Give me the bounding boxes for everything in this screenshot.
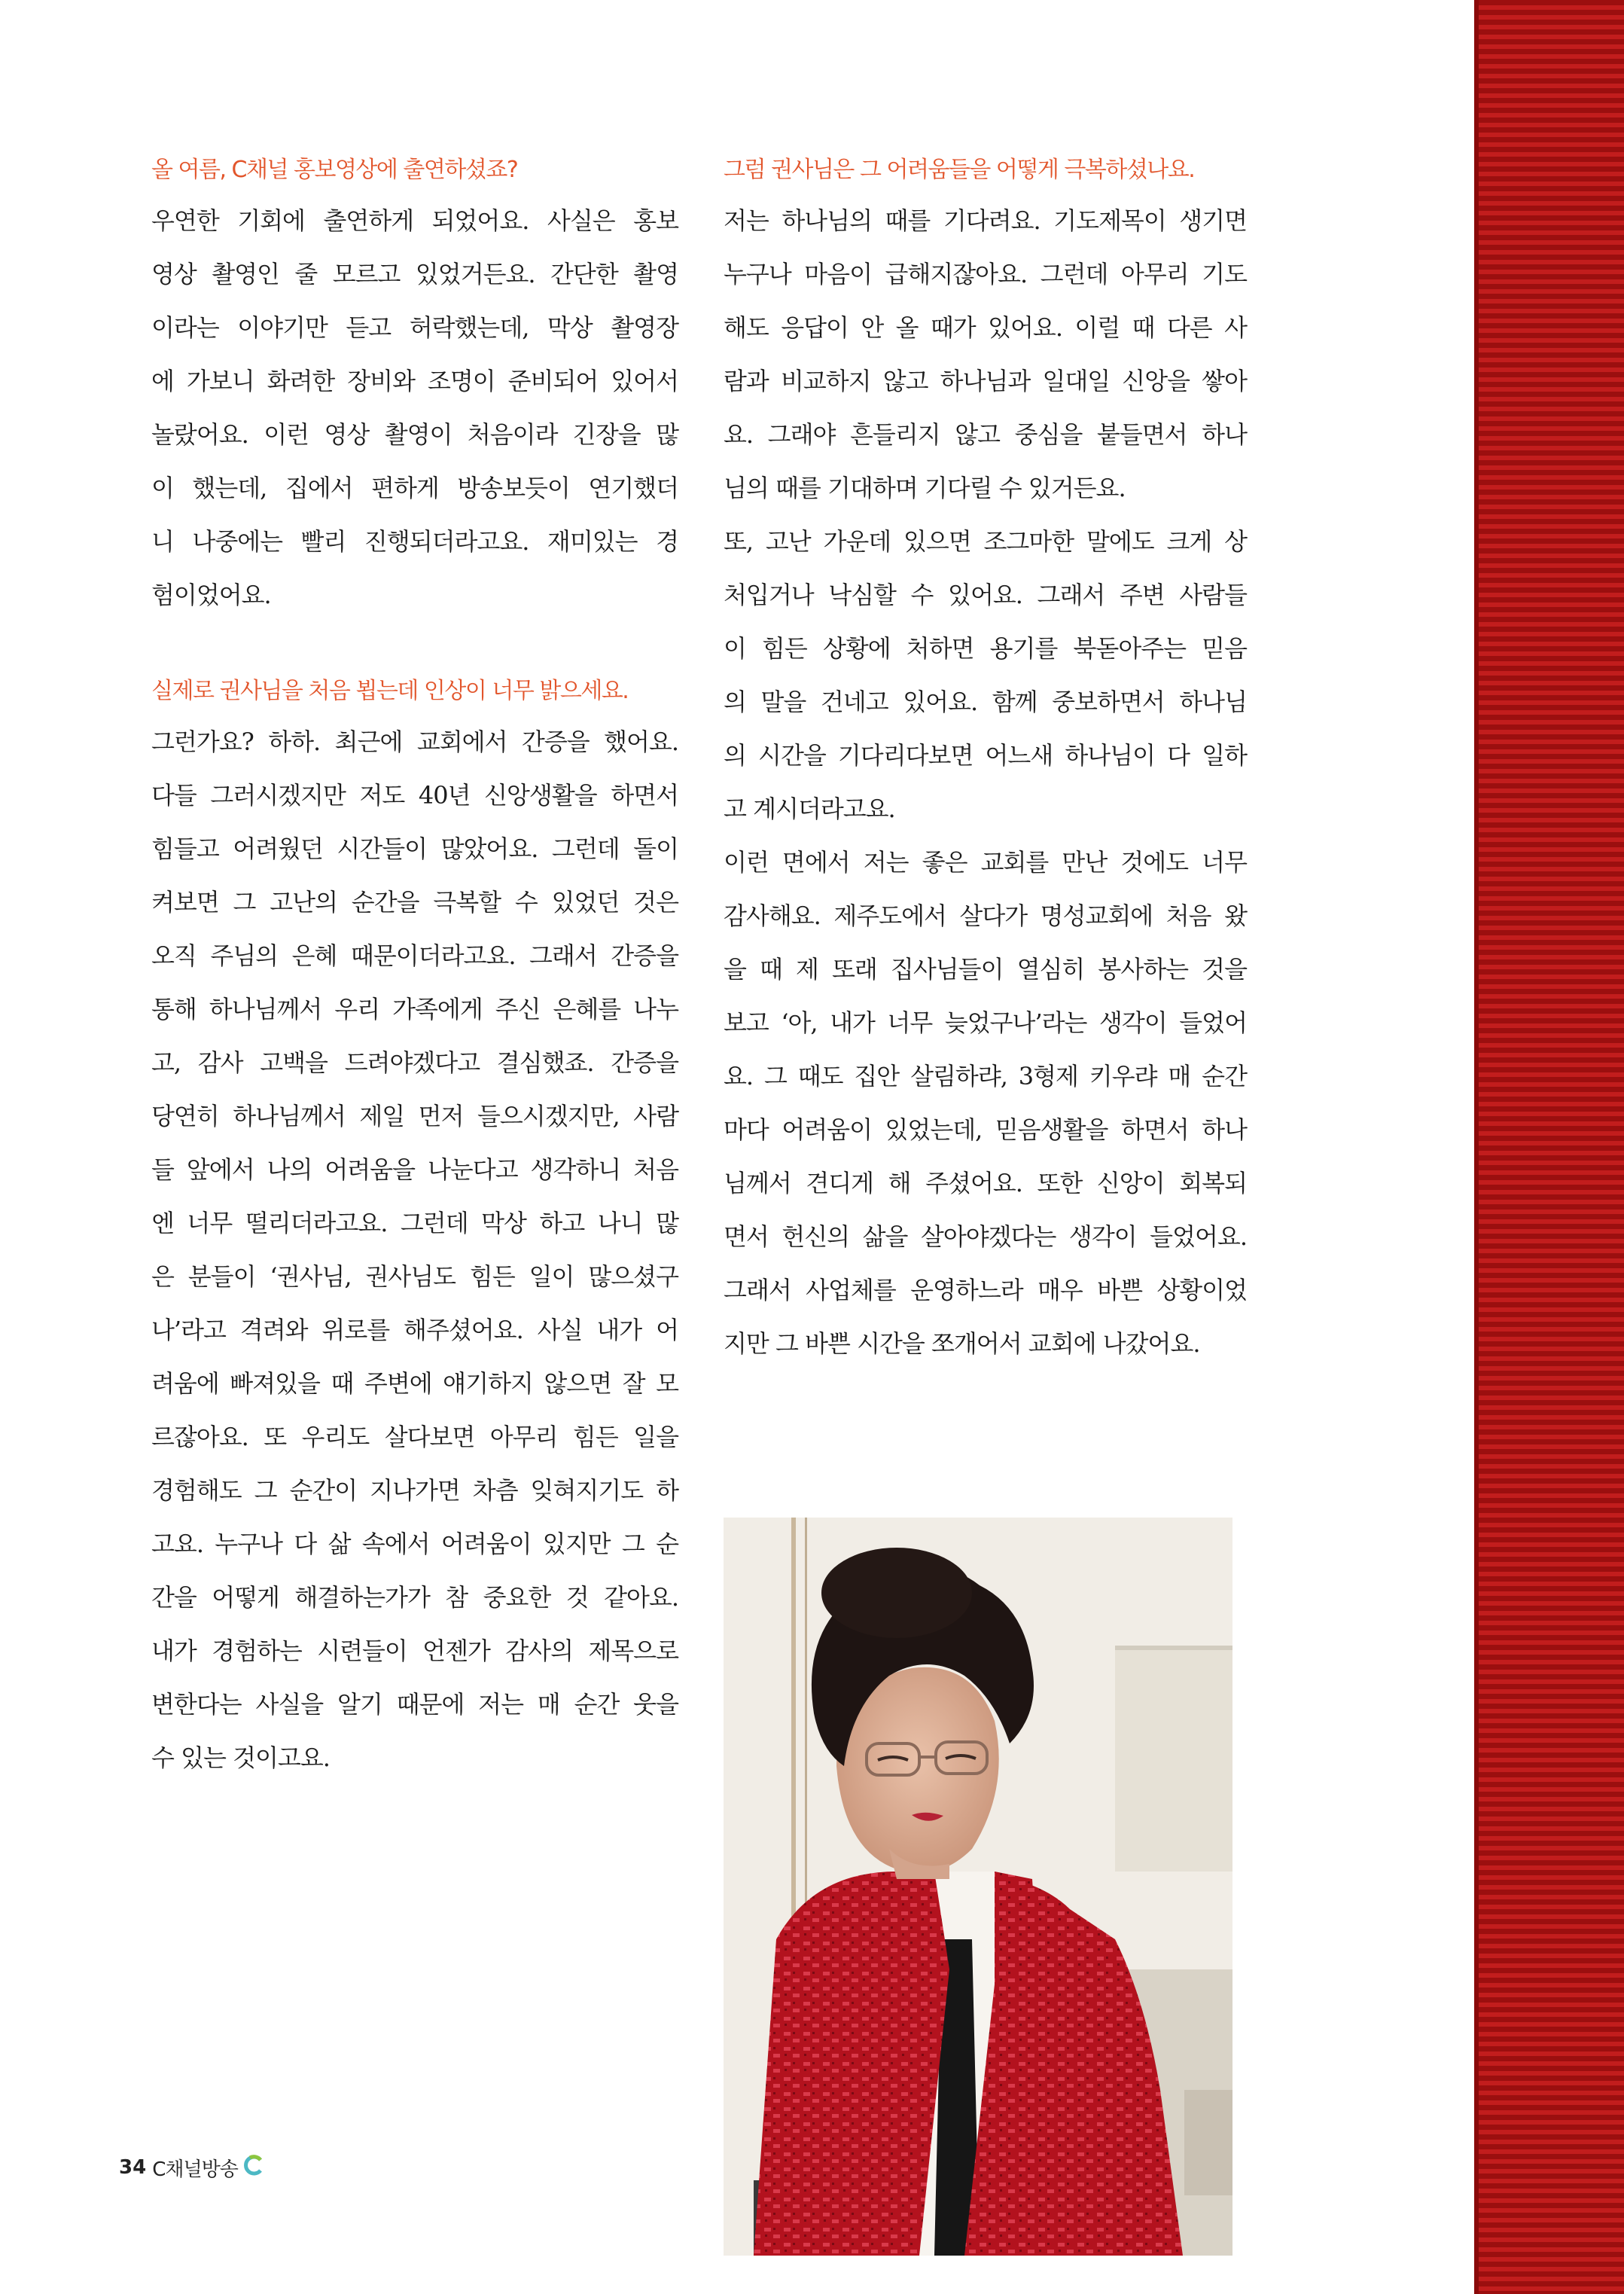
body-text-line: 고, 감사 고백을 드려야겠다고 결심했죠. 간증을	[151, 1048, 678, 1077]
qa-section	[724, 154, 1247, 1371]
right-column	[724, 154, 1247, 1371]
body-text-line: 다들 그러시겠지만 저도 40년 신앙생활을 하면서	[151, 781, 678, 810]
body-text-line: 누구나 마음이 급해지잖아요. 그런데 아무리 기도	[724, 260, 1247, 288]
body-text-line: 이 했는데, 집에서 편하게 방송보듯이 연기했더	[151, 474, 678, 502]
body-text-line: 수 있는 것이고요.	[151, 1743, 330, 1772]
interview-photo	[724, 1518, 1232, 2256]
answer-paragraph	[724, 836, 1247, 1371]
body-text-line: 님의 때를 기대하며 기다릴 수 있거든요.	[724, 474, 1126, 502]
qa-section	[151, 154, 678, 622]
body-text-line: 당연히 하나님께서 제일 먼저 들으시겠지만, 사람	[151, 1102, 678, 1130]
body-text-line: 요. 그래야 흔들리지 않고 중심을 붙들면서 하나	[724, 420, 1247, 449]
body-text-line: 켜보면 그 고난의 순간을 극복할 수 있었던 것은	[151, 888, 678, 917]
body-text-line: 힘들고 어려웠던 시간들이 많았어요. 그런데 돌이	[151, 834, 678, 863]
body-text-line: 의 말을 건네고 있어요. 함께 중보하면서 하나님	[724, 688, 1247, 716]
body-text-line: 려움에 빠져있을 때 주변에 얘기하지 않으면 잘 모	[151, 1369, 678, 1398]
answer-paragraph	[724, 194, 1247, 515]
body-text-line: 이라는 이야기만 듣고 허락했는데, 막상 촬영장	[151, 313, 678, 342]
body-text-line: 면서 헌신의 삶을 살아야겠다는 생각이 들었어요.	[724, 1222, 1247, 1251]
body-text-line: 보고 ‘아, 내가 너무 늦었구나’라는 생각이 들었어	[724, 1008, 1247, 1037]
body-text-line: 감사해요. 제주도에서 살다가 명성교회에 처음 왔	[724, 901, 1247, 930]
body-text-line: 고요. 누구나 다 삶 속에서 어려움이 있지만 그 순	[151, 1530, 678, 1558]
body-text-line: 들 앞에서 나의 어려움을 나눈다고 생각하니 처음	[151, 1155, 678, 1184]
answer-paragraph	[724, 515, 1247, 836]
body-text-line: 그래서 사업체를 운영하느라 매우 바쁜 상황이었	[724, 1276, 1247, 1304]
answer-paragraph	[151, 715, 678, 1785]
page-number: 34	[119, 2156, 147, 2179]
question-heading: 그럼 권사님은 그 어려움들을 어떻게 극복하셨나요.	[724, 157, 1195, 183]
body-text-line: 이런 면에서 저는 좋은 교회를 만난 것에도 너무	[724, 848, 1247, 877]
body-text-line: 우연한 기회에 출연하게 되었어요. 사실은 홍보	[151, 206, 678, 235]
body-text-line: 요. 그 때도 집안 살림하랴, 3형제 키우랴 매 순간	[724, 1062, 1247, 1091]
body-text-line: 르잖아요. 또 우리도 살다보면 아무리 힘든 일을	[151, 1423, 678, 1451]
body-text-line: 처입거나 낙심할 수 있어요. 그래서 주변 사람들	[724, 581, 1247, 609]
brand-name: C채널방송	[152, 2158, 238, 2181]
section-gap	[151, 622, 678, 675]
body-text-line: 영상 촬영인 줄 모르고 있었거든요. 간단한 촬영	[151, 260, 678, 288]
body-text-line: 의 시간을 기다리다보면 어느새 하나님이 다 일하	[724, 741, 1247, 770]
body-text-line: 을 때 제 또래 집사님들이 열심히 봉사하는 것을	[724, 955, 1247, 984]
body-text-line: 은 분들이 ‘권사님, 권사님도 힘든 일이 많으셨구	[151, 1262, 678, 1291]
body-text-line: 나’라고 격려와 위로를 해주셨어요. 사실 내가 어	[151, 1316, 678, 1344]
body-text-line: 마다 어려움이 있었는데, 믿음생활을 하면서 하나	[724, 1115, 1247, 1144]
body-text-line: 저는 하나님의 때를 기다려요. 기도제목이 생기면	[724, 206, 1247, 235]
question-heading: 실제로 권사님을 처음 뵙는데 인상이 너무 밝으세요.	[151, 678, 629, 704]
body-text-line: 이 힘든 상황에 처하면 용기를 북돋아주는 믿음	[724, 634, 1247, 663]
answer-paragraph	[151, 194, 678, 622]
left-column	[151, 154, 678, 1785]
body-text-line: 놀랐어요. 이런 영상 촬영이 처음이라 긴장을 많	[151, 420, 678, 449]
body-text-line: 님께서 견디게 해 주셨어요. 또한 신앙이 회복되	[724, 1169, 1247, 1197]
body-text-line: 엔 너무 떨리더라고요. 그런데 막상 하고 나니 많	[151, 1209, 678, 1237]
body-text-line: 오직 주님의 은혜 때문이더라고요. 그래서 간증을	[151, 941, 678, 970]
body-text-line: 내가 경험하는 시련들이 언젠가 감사의 제목으로	[151, 1637, 678, 1665]
c-channel-logo-icon	[242, 2154, 265, 2182]
qa-section	[151, 675, 678, 1785]
body-text-line: 변한다는 사실을 알기 때문에 저는 매 순간 웃을	[151, 1690, 678, 1719]
body-text-line: 통해 하나님께서 우리 가족에게 주신 은혜를 나누	[151, 995, 678, 1023]
body-text-line: 경험해도 그 순간이 지나가면 차츰 잊혀지기도 하	[151, 1476, 678, 1505]
body-text-line: 람과 비교하지 않고 하나님과 일대일 신앙을 쌓아	[724, 367, 1247, 395]
body-text-line: 또, 고난 가운데 있으면 조그마한 말에도 크게 상	[724, 527, 1247, 556]
body-text-line: 험이었어요.	[151, 581, 271, 609]
body-text-line: 지만 그 바쁜 시간을 쪼개어서 교회에 나갔어요.	[724, 1329, 1200, 1358]
body-text-line: 해도 응답이 안 올 때가 있어요. 이럴 때 다른 사	[724, 313, 1247, 342]
body-text-line: 고 계시더라고요.	[724, 795, 895, 823]
body-text-line: 니 나중에는 빨리 진행되더라고요. 재미있는 경	[151, 527, 678, 556]
side-decorative-stripe	[1474, 0, 1624, 2294]
question-heading: 올 여름, C채널 홍보영상에 출연하셨죠?	[151, 157, 518, 183]
body-text-line: 간을 어떻게 해결하는가가 참 중요한 것 같아요.	[151, 1583, 678, 1612]
body-text-line: 에 가보니 화려한 장비와 조명이 준비되어 있어서	[151, 367, 678, 395]
page-footer	[119, 2152, 265, 2183]
body-text-line: 그런가요? 하하. 최근에 교회에서 간증을 했어요.	[151, 728, 678, 756]
